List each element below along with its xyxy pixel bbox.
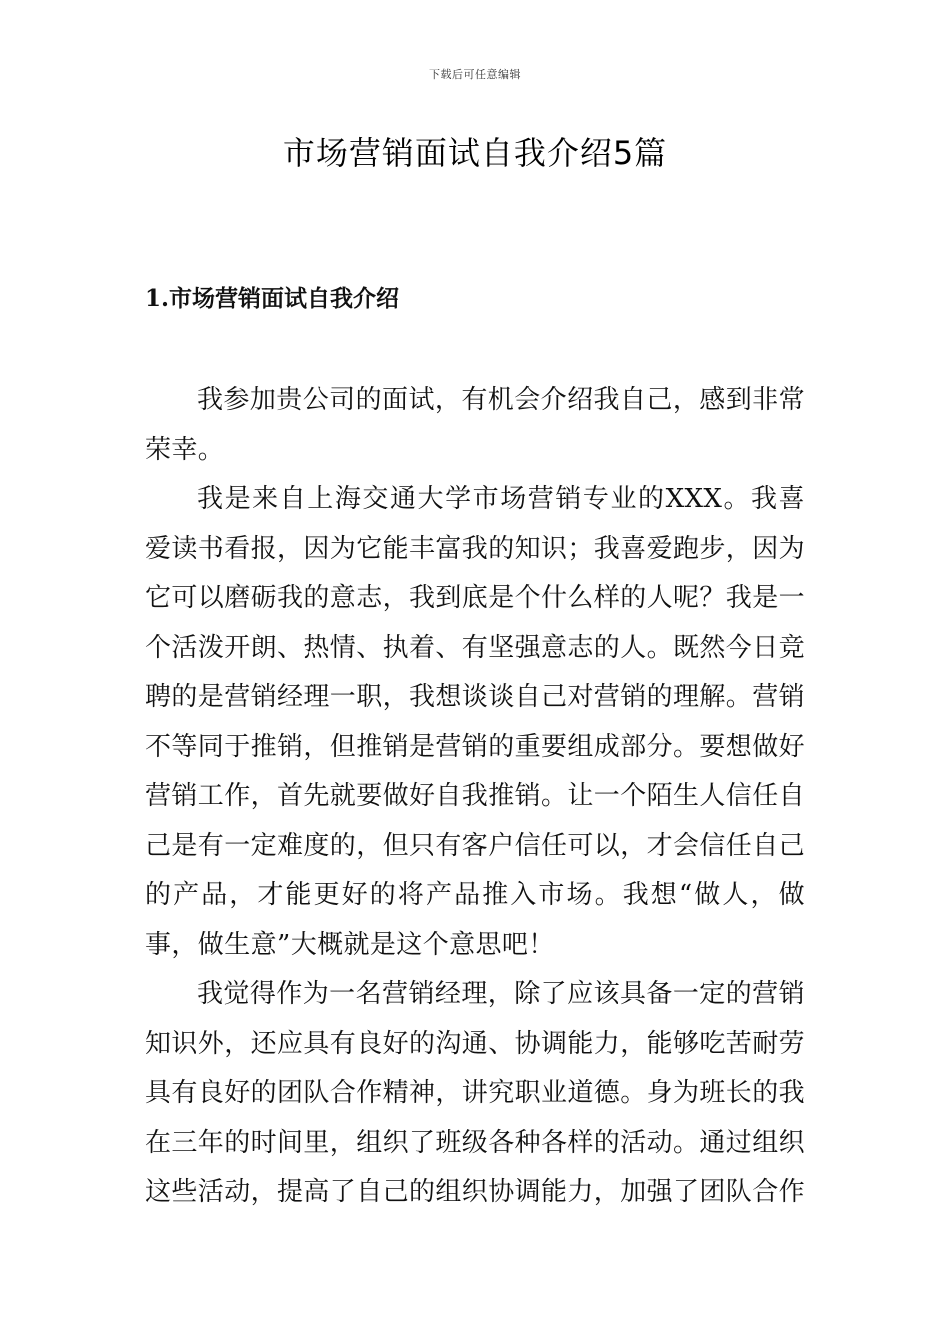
header-note: 下载后可任意编辑 <box>429 68 521 81</box>
paragraph: 我觉得作为一名营销经理，除了应该具备一定的营销知识外，还应具有良好的沟通、协调能力，能够吃苦耐劳具有良好的团队合作精神，讲究职业道德。身为班长的我在三年的时间里，组织了班级各种各样的活动。通过组织这些活动，提高了自己的组织协调能力，加强了团队合作 <box>145 979 806 1207</box>
document-title: 市场营销面试自我介绍5篇 <box>282 134 668 172</box>
paragraph: 我参加贵公司的面试，有机会介绍我自己，感到非常荣幸。 <box>145 385 805 465</box>
section-heading: 1.市场营销面试自我介绍 <box>145 285 400 312</box>
paragraph: 我是来自上海交通大学市场营销专业的XXX。我喜爱读书看报，因为它能丰富我的知识；我喜爱跑步，因为它可以磨砺我的意志，我到底是个什么样的人呢？我是一个活泼开朗、热情、执着、有坚强意志的人。既然今日竞聘的是营销经理一职，我想谈谈自己对营销的理解。营销不等同于推销，但推销是营销的重要组成部分。要想做好营销工作，首先就要做好自我推销。让一个陌生人信任自己是有一定难度的，但只有客户信任可以，才会信任自己的产品，才能更好的将产品推入市场。我想“做人，做事，做生意”大概就是这个意思吧！ <box>145 484 806 960</box>
body-text <box>145 376 805 1218</box>
